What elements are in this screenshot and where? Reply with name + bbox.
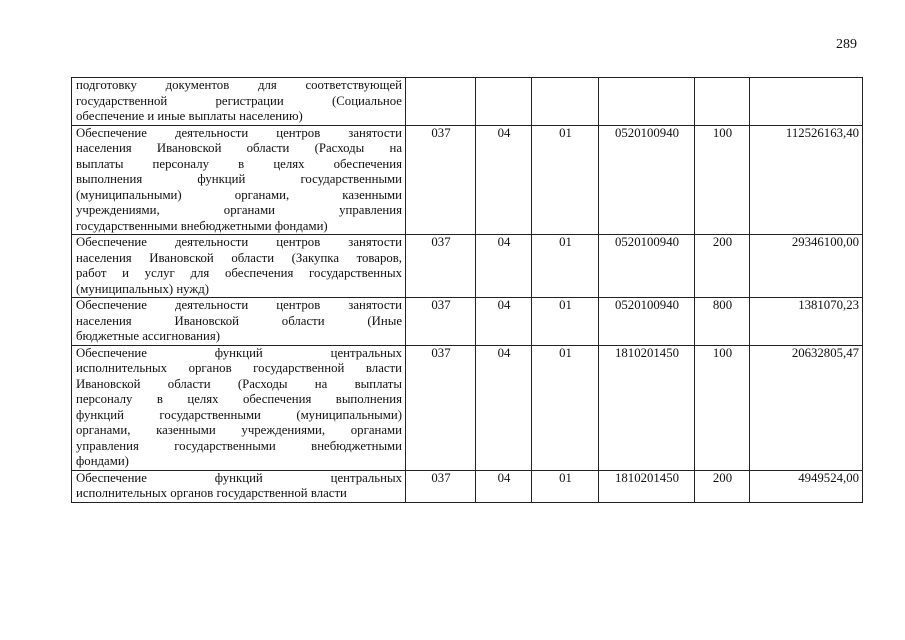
description-cell <box>72 345 406 470</box>
subsection-code-cell <box>532 78 599 126</box>
expense-type-cell: 200 <box>695 235 750 298</box>
description-cell <box>72 470 406 502</box>
amount-cell: 20632805,47 <box>750 345 863 470</box>
amount-cell: 112526163,40 <box>750 125 863 235</box>
ministry-code-cell: 037 <box>406 125 476 235</box>
section-code-cell: 04 <box>476 470 532 502</box>
description-line: выплаты персоналу в целях обеспечения <box>76 156 402 171</box>
description-line: учреждениями, органами управления <box>76 203 402 217</box>
description-line: Ивановской области (Расходы на выплаты <box>76 376 402 391</box>
target-article-cell: 1810201450 <box>599 345 695 470</box>
description-line: обеспечение и иные выплаты населению) <box>76 109 303 123</box>
ministry-code-cell: 037 <box>406 470 476 502</box>
table-row <box>72 78 863 126</box>
expense-type-cell <box>695 78 750 126</box>
target-article-cell: 0520100940 <box>599 298 695 346</box>
description-line: населения Ивановской области (Иные <box>76 313 402 328</box>
target-article-cell: 0520100940 <box>599 125 695 235</box>
subsection-code-cell: 01 <box>532 470 599 502</box>
table-body <box>72 78 863 503</box>
description-line: функций государственными (муниципальными) <box>76 407 402 422</box>
description-cell <box>72 78 406 126</box>
ministry-code-cell: 037 <box>406 235 476 298</box>
expense-type-cell: 800 <box>695 298 750 346</box>
amount-cell <box>750 78 863 126</box>
description-line: (муниципальными) органами, казенными <box>76 187 402 202</box>
ministry-code-cell <box>406 78 476 126</box>
description-line: фондами) <box>76 454 129 468</box>
description-line: Обеспечение функций центральных <box>76 470 402 485</box>
description-line: работ и услуг для обеспечения государственных <box>76 266 402 280</box>
table-row <box>72 345 863 470</box>
section-code-cell <box>476 78 532 126</box>
target-article-cell: 0520100940 <box>599 235 695 298</box>
description-line: персоналу в целях обеспечения выполнения <box>76 392 402 406</box>
description-line: Обеспечение деятельности центров занятости <box>76 298 402 312</box>
description-cell <box>72 235 406 298</box>
page-number: 289 <box>836 37 857 52</box>
description-line: исполнительных органов государственной власти <box>76 361 402 375</box>
subsection-code-cell: 01 <box>532 235 599 298</box>
description-line: Обеспечение функций центральных <box>76 345 402 360</box>
subsection-code-cell: 01 <box>532 125 599 235</box>
description-line: подготовку документов для соответствующей <box>76 78 402 92</box>
budget-table <box>71 77 863 503</box>
description-line: управления государственными внебюджетными <box>76 438 402 453</box>
ministry-code-cell: 037 <box>406 298 476 346</box>
description-line: выполнения функций государственными <box>76 172 402 186</box>
section-code-cell: 04 <box>476 235 532 298</box>
description-line: Обеспечение деятельности центров занятости <box>76 125 402 140</box>
section-code-cell: 04 <box>476 298 532 346</box>
table-row <box>72 125 863 235</box>
description-line: органами, казенными учреждениями, органами <box>76 423 402 437</box>
description-line: Обеспечение деятельности центров занятости <box>76 235 402 249</box>
ministry-code-cell: 037 <box>406 345 476 470</box>
subsection-code-cell: 01 <box>532 298 599 346</box>
description-line: населения Ивановской области (Закупка товаров, <box>76 250 402 265</box>
expense-type-cell: 100 <box>695 125 750 235</box>
description-line: бюджетные ассигнования) <box>76 329 220 343</box>
amount-cell: 1381070,23 <box>750 298 863 346</box>
section-code-cell: 04 <box>476 125 532 235</box>
target-article-cell: 1810201450 <box>599 470 695 502</box>
table-row <box>72 470 863 502</box>
description-line: (муниципальных) нужд) <box>76 281 210 296</box>
subsection-code-cell: 01 <box>532 345 599 470</box>
expense-type-cell: 100 <box>695 345 750 470</box>
description-cell <box>72 125 406 235</box>
section-code-cell: 04 <box>476 345 532 470</box>
amount-cell: 4949524,00 <box>750 470 863 502</box>
expense-type-cell: 200 <box>695 470 750 502</box>
description-line: населения Ивановской области (Расходы на <box>76 141 402 155</box>
description-cell <box>72 298 406 346</box>
description-line: государственной регистрации (Социальное <box>76 93 402 108</box>
table-row <box>72 235 863 298</box>
target-article-cell <box>599 78 695 126</box>
table-row <box>72 298 863 346</box>
amount-cell: 29346100,00 <box>750 235 863 298</box>
description-line: исполнительных органов государственной власти <box>76 486 347 500</box>
description-line: государственными внебюджетными фондами) <box>76 218 328 233</box>
